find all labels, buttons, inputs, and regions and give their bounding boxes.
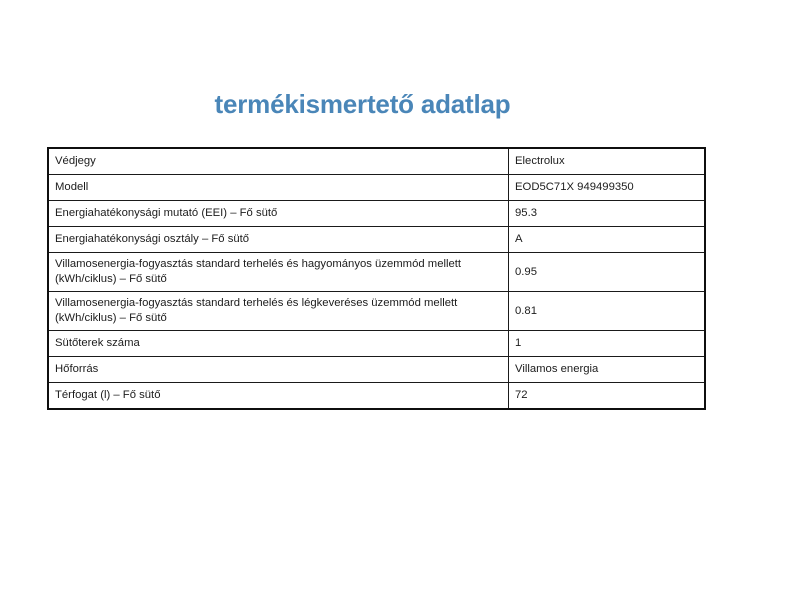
table-cell-label [48, 201, 509, 227]
table-row [48, 148, 705, 175]
page-title: termékismertető adatlap [214, 89, 511, 119]
table-cell-label [48, 175, 509, 201]
table-row [48, 227, 705, 253]
table-cell-value [509, 201, 706, 227]
table-row [48, 383, 705, 410]
spec-label: Térfogat (l) – Fő sütő [55, 389, 161, 401]
spec-label: Energiahatékonysági mutató (EEI) – Fő sütő [55, 207, 278, 219]
table-row [48, 253, 705, 292]
table-cell-label [48, 148, 509, 175]
table-cell-value [509, 253, 706, 292]
table-row [48, 331, 705, 357]
spec-value: 0.95 [515, 265, 537, 278]
table-row [48, 201, 705, 227]
table-cell-value [509, 383, 706, 410]
spec-value: Villamos energia [515, 363, 599, 375]
spec-value: 72 [515, 389, 528, 401]
table-row [48, 292, 705, 331]
table-cell-value [509, 148, 706, 175]
table-cell-value [509, 227, 706, 253]
table-cell-value [509, 175, 706, 201]
spec-value: A [515, 233, 523, 245]
table-body [48, 148, 705, 409]
table-cell-label [48, 292, 509, 331]
spec-label: Hőforrás [55, 363, 99, 375]
table-cell-value [509, 357, 706, 383]
table-cell-value [509, 292, 706, 331]
table-row [48, 175, 705, 201]
spec-value: 95.3 [515, 207, 537, 219]
table-cell-label [48, 253, 509, 292]
spec-label: Védjegy [55, 155, 96, 167]
spec-label: Villamosenergia-fogyasztás standard terhelés és légkeveréses üzemmód mellett (kWh/ciklus) – Fő sütő [55, 297, 458, 324]
table-cell-label [48, 227, 509, 253]
spec-label: Sütőterek száma [55, 337, 140, 349]
spec-label: Villamosenergia-fogyasztás standard terhelés és hagyományos üzemmód mellett (kWh/ciklus) – Fő sütő [55, 258, 462, 285]
table-cell-label [48, 383, 509, 410]
spec-label: Modell [55, 181, 89, 193]
spec-value: 0.81 [515, 304, 537, 317]
spec-value: 1 [515, 337, 522, 349]
table-row [48, 357, 705, 383]
spec-value: EOD5C71X 949499350 [515, 181, 634, 193]
table-cell-label [48, 331, 509, 357]
spec-value: Electrolux [515, 155, 565, 167]
table-cell-value [509, 331, 706, 357]
product-fiche-table [47, 147, 706, 410]
spec-label: Energiahatékonysági osztály – Fő sütő [55, 233, 250, 245]
table-cell-label [48, 357, 509, 383]
